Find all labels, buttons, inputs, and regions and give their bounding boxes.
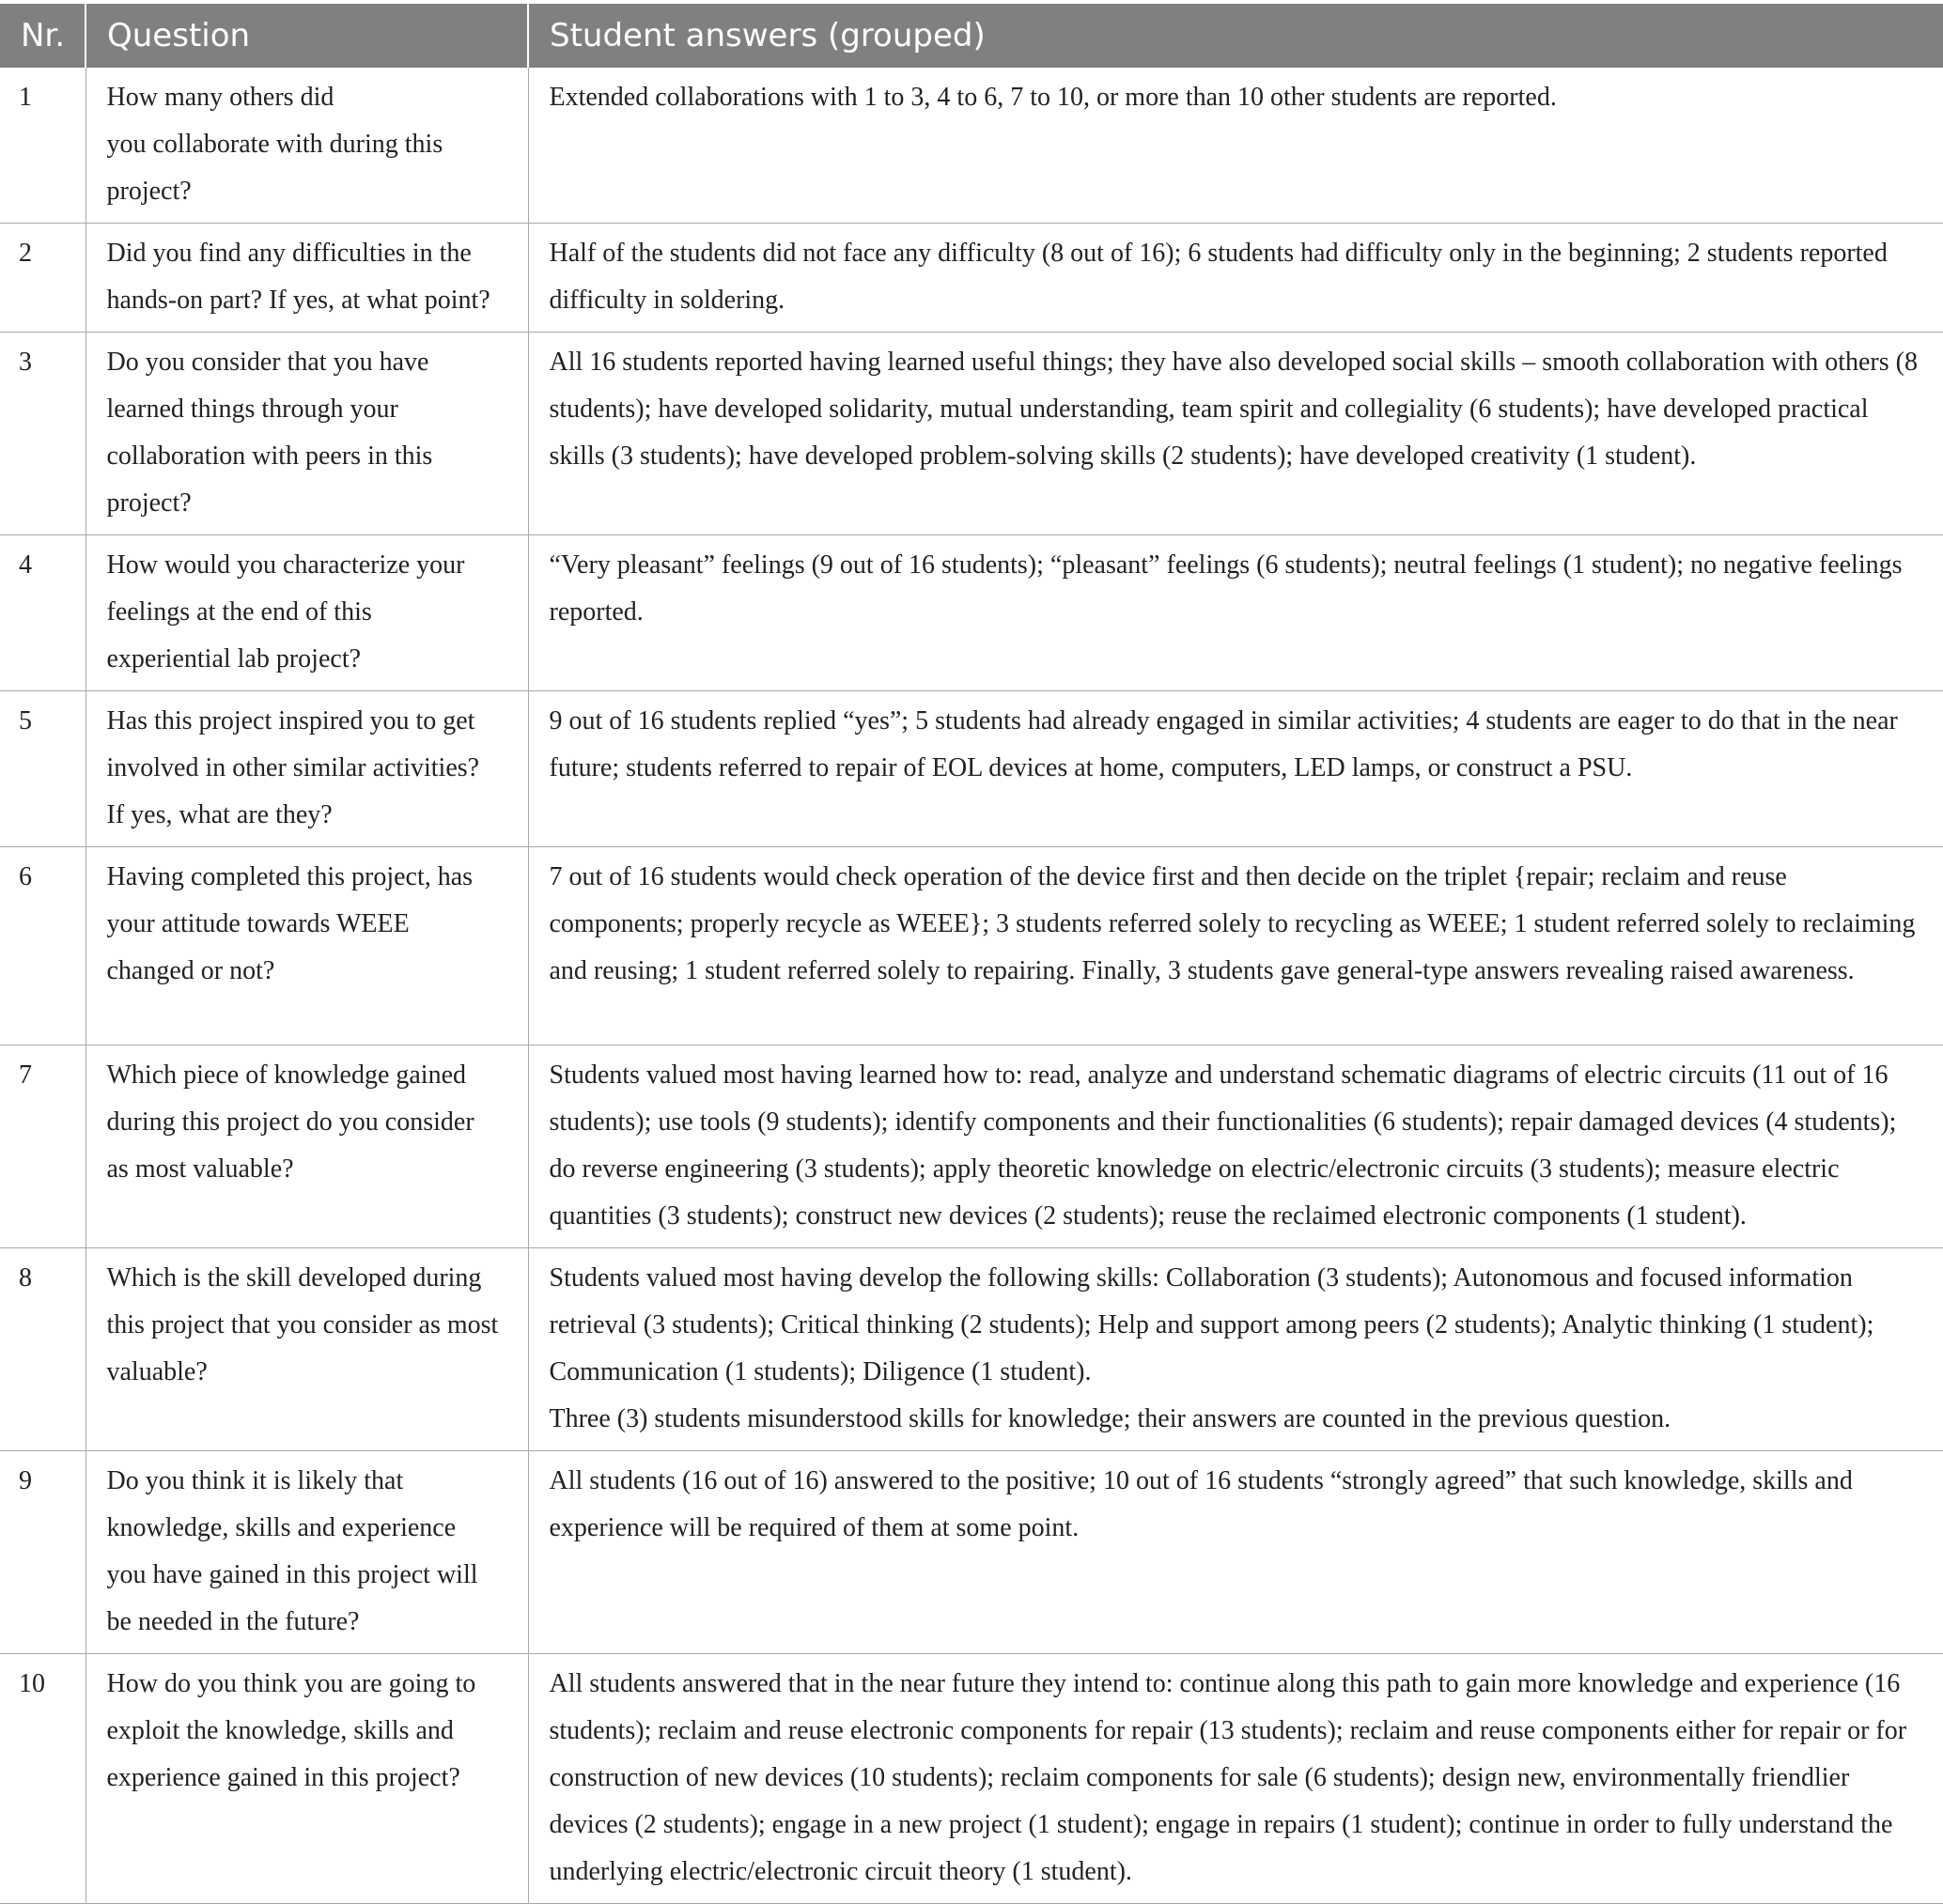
answer-text: All 16 students reported having learned useful things; they have also developed social skills – smooth collaboration with others (8 students); have developed solidarity, mutual understanding, team spirit and collegiality (6 students); have developed practical skills (3 students); have developed problem-solving skills (2 students); have developed creativity (1 student). [549,348,1918,471]
question-text: Do you think it is likely that knowledge, skills and experience you have gained in this project will be needed in the future? [106,1466,478,1636]
answer-text: All students (16 out of 16) answered to the positive; 10 out of 16 students “strongly agreed” that such knowledge, skills and experience will be required of them at some point. [549,1466,1853,1542]
survey-table-container [0,4,1943,1904]
row-number: 2 [0,224,85,333]
row-number: 10 [0,1654,85,1904]
answer-text: Students valued most having develop the following skills: Collaboration (3 students); Autonomous and focused information retrieval (3 students); Critical thinking (2 students); Help and support among peers (2 students); Analytic thinking (1 student); Communication (1 students); Diligence (1 student). [549,1263,1874,1386]
answer-cell [528,1451,1943,1654]
answer-text: 9 out of 16 students replied “yes”; 5 students had already engaged in similar activities; 4 students are eager to do that in the near future; students referred to repair of EOL devices at home, computers, LED lamps, or construct a PSU. [549,706,1898,782]
question-text: How many others did [106,83,334,112]
row-number: 1 [0,68,85,224]
answer-cell [528,691,1943,847]
table-header [0,4,1943,68]
answer-text: All students answered that in the near future they intend to: continue along this path to gain more knowledge and experience (16 students); reclaim and reuse electronic components for repair (13 students); reclaim and reuse components either for repair or for construction of new devices (10 students); reclaim components for sale (6 students); design new, environmentally friendlier devices (2 students); engage in a new project (1 student); engage in repairs (1 student); continue in order to fully understand the underlying electric/electronic circuit theory (1 student). [549,1669,1907,1886]
answer-text: Half of the students did not face any difficulty (8 out of 16); 6 students had difficulty only in the beginning; 2 students reported difficulty in soldering. [549,239,1888,315]
question-cell [85,68,528,224]
table-row [0,691,1943,847]
answer-text: Three (3) students misunderstood skills for knowledge; their answers are counted in the previous question. [549,1404,1671,1433]
row-number: 3 [0,333,85,535]
answer-text: Students valued most having learned how to: read, analyze and understand schematic diagrams of electric circuits (11 out of 16 students); use tools (9 students); identify components and their functionalities (6 students); repair damaged devices (4 students); do reverse engineering (3 students); apply theoretic knowledge on electric/electronic circuits (3 students); measure electric quantities (3 students); construct new devices (2 students); reuse the reclaimed electronic components (1 student). [549,1060,1897,1231]
header-question: Question [85,4,528,68]
question-cell [85,1654,528,1904]
question-cell [85,847,528,1045]
row-number: 6 [0,847,85,1045]
table-row [0,1654,1943,1904]
question-cell [85,535,528,691]
answer-text: 7 out of 16 students would check operation of the device first and then decide on the triplet {repair; reclaim and reuse components; properly recycle as WEEE}; 3 students referred solely to recycling as WEEE; 1 student referred solely to reclaiming and reusing; 1 student referred solely to repairing. Finally, 3 students gave general-type answers revealing raised awareness. [549,862,1916,985]
question-cell [85,1451,528,1654]
question-text: How do you think you are going to exploit the knowledge, skills and experience gained in this project? [106,1669,476,1792]
question-text: you collaborate with during this project? [106,130,443,206]
answer-cell [528,224,1943,333]
question-text: Did you find any difficulties in the hands-on part? If yes, at what point? [106,239,490,315]
question-text: Has this project inspired you to get involved in other similar activities? If yes, what are they? [106,706,480,829]
table-row [0,535,1943,691]
table-row [0,1451,1943,1654]
answer-cell [528,1248,1943,1451]
header-answers: Student answers (grouped) [528,4,1943,68]
table-row [0,333,1943,535]
answer-cell [528,68,1943,224]
answer-cell [528,1654,1943,1904]
question-text: Which is the skill developed during this project that you consider as most valuable? [106,1263,499,1386]
row-number: 5 [0,691,85,847]
question-text: Having completed this project, has your attitude towards WEEE changed or not? [106,862,474,985]
table-row [0,1248,1943,1451]
table-row [0,68,1943,224]
answer-text: “Very pleasant” feelings (9 out of 16 students); “pleasant” feelings (6 students); neutral feelings (1 student); no negative feelings reported. [549,550,1903,627]
question-cell [85,691,528,847]
table-row [0,1045,1943,1248]
question-cell [85,1045,528,1248]
question-cell [85,1248,528,1451]
question-cell [85,333,528,535]
question-text: How would you characterize your feelings at the end of this experiential lab project? [106,550,465,673]
header-row [0,4,1943,68]
question-cell [85,224,528,333]
survey-results-table [0,4,1943,1904]
answer-cell [528,847,1943,1045]
row-number: 7 [0,1045,85,1248]
table-row [0,847,1943,1045]
row-number: 8 [0,1248,85,1451]
table-body [0,68,1943,1904]
header-nr: Nr. [0,4,85,68]
answer-cell [528,535,1943,691]
row-number: 4 [0,535,85,691]
answer-cell [528,333,1943,535]
question-text: Do you consider that you have learned things through your collaboration with peers in this project? [106,348,433,518]
row-number: 9 [0,1451,85,1654]
answer-cell [528,1045,1943,1248]
question-text: Which piece of knowledge gained during this project do you consider as most valuable? [106,1060,474,1184]
answer-text: Extended collaborations with 1 to 3, 4 to 6, 7 to 10, or more than 10 other students are reported. [549,83,1557,112]
table-row [0,224,1943,333]
